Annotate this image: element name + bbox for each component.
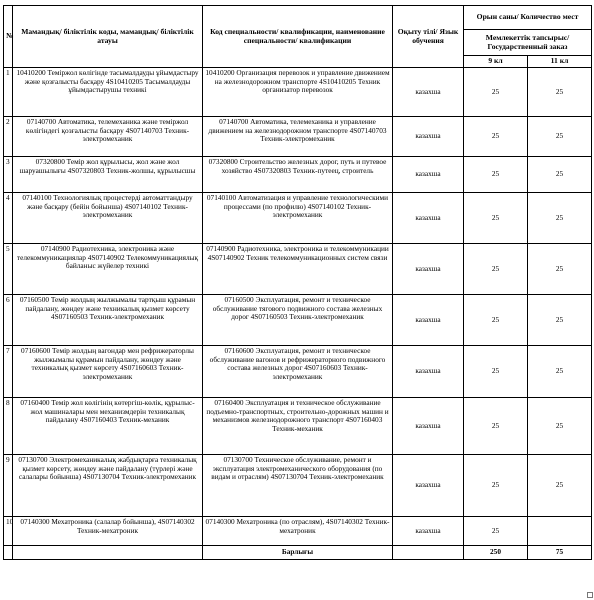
- row-grade11: 25: [528, 68, 592, 117]
- row-grade9: 25: [464, 295, 528, 346]
- table-row: [4, 295, 592, 346]
- table-row: [4, 117, 592, 157]
- row-num: 7: [4, 346, 13, 398]
- row-num: 3: [4, 157, 13, 193]
- row-grade11: 25: [528, 398, 592, 455]
- row-kz: 07140300 Мехатроника (салалар бойынша), 4S07140302 Техник-мехатроник: [13, 517, 203, 546]
- total-kz-cell: [13, 546, 203, 560]
- row-lang: казахша: [393, 346, 464, 398]
- table-row: [4, 517, 592, 546]
- row-grade9: 25: [464, 398, 528, 455]
- header-state-order: Мемлекеттік тапсырыс/ Государственный заказ: [464, 30, 592, 56]
- row-kz: 07160500 Темір жолдың жылжымалы тартқыш құрамын пайдалану, жөндеу және техникалық қызмет көрсету 4S07160503 Техник-электромеханик: [13, 295, 203, 346]
- admission-plan-table: [3, 5, 592, 560]
- row-ru: 07130700 Техническое обслуживание, ремонт и эксплуатация электромеханического оборудования (по видам и отраслям) 4S07130704 Техник-электромеханик: [203, 455, 393, 517]
- row-ru: 10410200 Организация перевозок и управление движением на железнодорожном транспорте 4S10410205 Техник организатор перевозок: [203, 68, 393, 117]
- row-ru: 07160600 Эксплуатация, ремонт и техническое обслуживание вагонов и рефрижераторного подвижного состава железных дорог 4S07160603 Техник-электромеханик: [203, 346, 393, 398]
- row-ru: 07320800 Строительство железных дорог, путь и путевое хозяйство 4S07320803 Техник-путеец, строитель: [203, 157, 393, 193]
- row-grade9: 25: [464, 157, 528, 193]
- row-num: 1: [4, 68, 13, 117]
- header-num: №: [4, 6, 13, 68]
- table-row: [4, 398, 592, 455]
- row-grade9: 25: [464, 244, 528, 295]
- row-num: 10: [4, 517, 13, 546]
- total-grade9: 250: [464, 546, 528, 560]
- row-kz: 10410200 Теміржол көлігінде тасымалдауды ұйымдастыру және қозғалысты басқару 4S10410205 Тасымалдауды ұйымдастырушы техникі: [13, 68, 203, 117]
- total-lang-cell: [393, 546, 464, 560]
- row-grade11: 25: [528, 346, 592, 398]
- row-grade9: 25: [464, 455, 528, 517]
- total-grade11: 75: [528, 546, 592, 560]
- page-corner-marker: [587, 592, 593, 598]
- row-num: 4: [4, 193, 13, 244]
- total-row: [4, 546, 592, 560]
- row-ru: 07160500 Эксплуатация, ремонт и техническое обслуживание тягового подвижного состава железных дорог 4S07160503 Техник-электромеханик: [203, 295, 393, 346]
- row-kz: 07320800 Темір жол құрылысы, жол және жол шаруашылығы 4S07320803 Техник-жолшы, құрылысшы: [13, 157, 203, 193]
- row-lang: казахша: [393, 295, 464, 346]
- row-ru: 07160400 Эксплуатация и техническое обслуживание подъемно-транспортных, строительно-дорожных машин и механизмов железнодорожного транспорт 4S07160403 Техник-механик: [203, 398, 393, 455]
- table-row: [4, 68, 592, 117]
- header-places: Орын саны/ Количество мест: [464, 6, 592, 30]
- header-ru: Код специальности/ квалификации, наименование специальности/ квалификации: [203, 6, 393, 68]
- row-lang: казахша: [393, 455, 464, 517]
- total-label: Барлығы: [203, 546, 393, 560]
- header-grade9: 9 кл: [464, 56, 528, 68]
- row-num: 2: [4, 117, 13, 157]
- row-ru: 07140900 Радиотехника, электроника и телекоммуникации 4S07140902 Техник телекоммуникационных систем связи: [203, 244, 393, 295]
- row-grade9: 25: [464, 117, 528, 157]
- row-kz: 07130700 Электромеханикалық жабдықтарға техникалық қызмет көрсету, жөндеу және пайдалану (түрлері және салалары бойынша) 4S07130704 Техник-электромеханик: [13, 455, 203, 517]
- row-kz: 07140700 Автоматика, телемеханика және теміржол көлігіндегі қозғалысты басқару 4S07140703 Техник-электромеханик: [13, 117, 203, 157]
- row-lang: казахша: [393, 117, 464, 157]
- row-lang: казахша: [393, 517, 464, 546]
- row-kz: 07140100 Технологиялық процестерді автоматтандыру және басқару (бейін бойынша) 4S07140102 Техник-электромеханик: [13, 193, 203, 244]
- row-ru: 07140300 Мехатроника (по отраслям), 4S07140302 Техник-мехатроник: [203, 517, 393, 546]
- row-grade9: 25: [464, 517, 528, 546]
- row-num: 8: [4, 398, 13, 455]
- table-row: [4, 157, 592, 193]
- row-grade11: 25: [528, 295, 592, 346]
- table-row: [4, 455, 592, 517]
- total-num-cell: [4, 546, 13, 560]
- row-ru: 07140100 Автоматизация и управление технологическими процессами (по профилю) 4S07140102 Техник-электромеханик: [203, 193, 393, 244]
- row-grade11: 25: [528, 157, 592, 193]
- row-lang: казахша: [393, 398, 464, 455]
- row-lang: казахша: [393, 193, 464, 244]
- row-grade9: 25: [464, 68, 528, 117]
- header-grade11: 11 кл: [528, 56, 592, 68]
- row-kz: 07140900 Радиотехника, электроника және телекоммуникациялар 4S07140902 Телекоммуникациялық байланыс жүйелер техникі: [13, 244, 203, 295]
- header-kz: Мамандық/ біліктілік коды, мамандық/ біліктілік атауы: [13, 6, 203, 68]
- table-row: [4, 193, 592, 244]
- row-grade9: 25: [464, 193, 528, 244]
- row-num: 6: [4, 295, 13, 346]
- row-kz: 07160600 Темір жолдың вагондар мен рефрижераторлы жылжымалы құрамын пайдалану, жөндеу және техникалық қызмет көрсету 4S07160603 Техник-электромеханик: [13, 346, 203, 398]
- row-grade11: [528, 517, 592, 546]
- table-row: [4, 244, 592, 295]
- header-lang: Оқыту тілі/ Язык обучения: [393, 6, 464, 68]
- row-num: 9: [4, 455, 13, 517]
- row-grade11: 25: [528, 193, 592, 244]
- row-lang: казахша: [393, 68, 464, 117]
- row-ru: 07140700 Автоматика, телемеханика и управление движением на железнодорожном транспорте 4S07140703 Техник-электромеханик: [203, 117, 393, 157]
- row-grade9: 25: [464, 346, 528, 398]
- table-row: [4, 346, 592, 398]
- row-num: 5: [4, 244, 13, 295]
- row-grade11: 25: [528, 244, 592, 295]
- row-kz: 07160400 Темір жол көлігінің көтергіш-көлік, құрылыс-жол машиналары мен механизмдерін техникалық пайдалану 4S07160403 Техник-механик: [13, 398, 203, 455]
- row-lang: казахша: [393, 244, 464, 295]
- row-lang: казахша: [393, 157, 464, 193]
- row-grade11: 25: [528, 455, 592, 517]
- row-grade11: 25: [528, 117, 592, 157]
